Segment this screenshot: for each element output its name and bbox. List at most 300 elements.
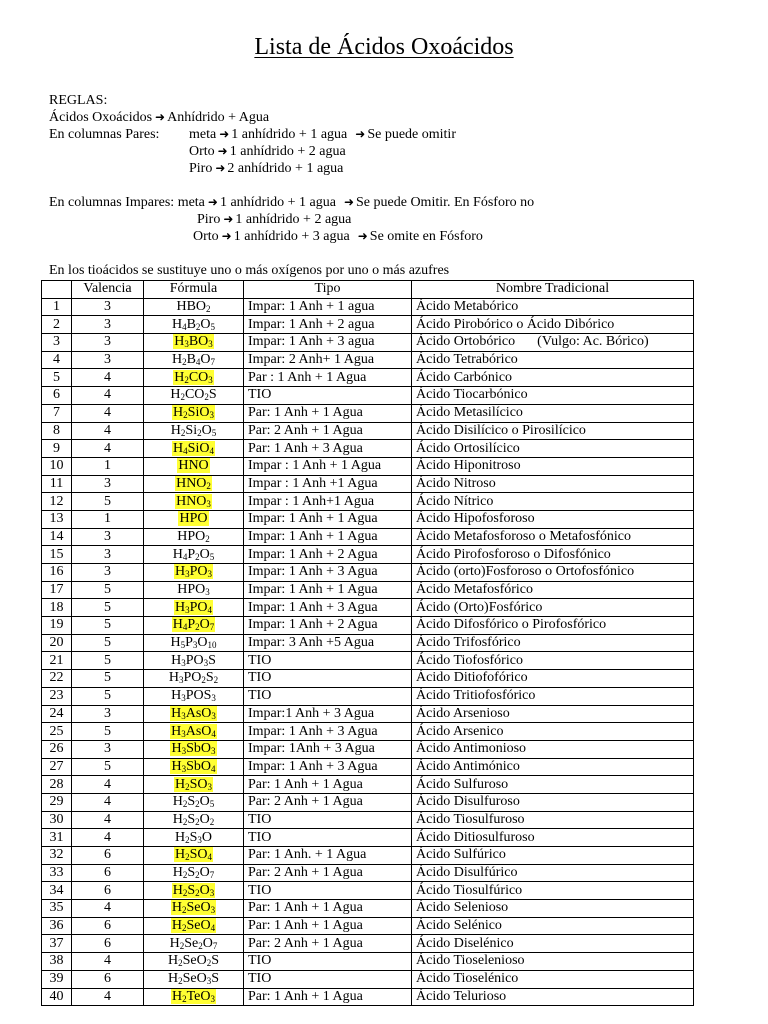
- table-row: [42, 546, 694, 564]
- row-nombre: [412, 793, 694, 811]
- row-tipo: TIO: [244, 970, 412, 988]
- row-valencia: 3: [72, 475, 144, 493]
- row-valencia: 1: [72, 510, 144, 528]
- row-valencia: 3: [72, 705, 144, 723]
- acid-name: Ácido Ditiofofórico: [416, 670, 528, 686]
- row-tipo: Impar: 1 Anh + 1 Agua: [244, 581, 412, 599]
- formula: $H_3PO_3$: [174, 564, 213, 580]
- row-index: 34: [42, 882, 72, 900]
- row-index: 10: [42, 457, 72, 475]
- row-formula: [144, 475, 244, 493]
- formula: $H_5P_3O_{10}$: [170, 635, 217, 651]
- arrow-right-icon: ➜: [221, 229, 232, 243]
- row-nombre: [412, 599, 694, 617]
- formula: $H_2SO_4$: [174, 847, 213, 863]
- row-index: 36: [42, 917, 72, 935]
- row-formula: [144, 829, 244, 847]
- page-title: Lista de Ácidos Oxoácidos: [254, 34, 514, 60]
- row-nombre: [412, 723, 694, 741]
- formula: $HNO_3$: [176, 493, 211, 509]
- row-index: 31: [42, 829, 72, 847]
- table-row: [42, 864, 694, 882]
- formula: $H_2SeO_2S$: [167, 953, 220, 969]
- table-row: [42, 564, 694, 582]
- row-nombre: [412, 564, 694, 582]
- table-row: [42, 599, 694, 617]
- table-row: [42, 882, 694, 900]
- row-nombre: [412, 670, 694, 688]
- table-row: [42, 316, 694, 334]
- formula: $H_3PO_2S_2$: [168, 670, 219, 686]
- row-nombre: [412, 687, 694, 705]
- formula: $H_4B_2O_5$: [171, 316, 216, 332]
- row-tipo: Par: 1 Anh + 1 Agua: [244, 404, 412, 422]
- row-index: 9: [42, 440, 72, 458]
- row-index: 32: [42, 847, 72, 865]
- row-tipo: TIO: [244, 387, 412, 405]
- acid-name: Ácido Sulfuroso: [416, 776, 509, 792]
- row-valencia: 4: [72, 953, 144, 971]
- row-nombre: [412, 864, 694, 882]
- row-tipo: Impar: 1 Anh + 1 Agua: [244, 528, 412, 546]
- arrow-right-icon: ➜: [207, 195, 218, 209]
- row-formula: [144, 740, 244, 758]
- row-valencia: 5: [72, 652, 144, 670]
- row-index: 26: [42, 740, 72, 758]
- row-index: 8: [42, 422, 72, 440]
- formula: $H_4P_2O_5$: [172, 546, 215, 562]
- formula: $H_4P_2O_7$: [172, 617, 215, 633]
- formula: $H_2Si_2O_5$: [170, 422, 217, 438]
- row-nombre: [412, 988, 694, 1006]
- row-valencia: 6: [72, 847, 144, 865]
- acid-name: Ácido Pirobórico o Ácido Dibórico: [416, 316, 615, 332]
- formula: $H_2SO_3$: [174, 776, 213, 792]
- acid-name: Ácido Antimonioso: [416, 741, 527, 757]
- acid-name: Ácido Tetrabórico: [416, 352, 518, 368]
- row-formula: [144, 953, 244, 971]
- acids-table: [41, 280, 694, 1006]
- acid-name: Ácido Nítrico: [416, 493, 494, 509]
- rule-impares-orto: Orto ➜ 1 anhídrido + 3 agua ➜ Se omite en Fósforo: [193, 229, 483, 244]
- row-nombre: [412, 528, 694, 546]
- acid-name: Ácido Metafosfórico: [416, 582, 534, 598]
- arrow-right-icon: ➜: [155, 110, 166, 124]
- formula: HPO: [179, 511, 208, 527]
- table-row: [42, 298, 694, 316]
- formula: $H_3AsO_4$: [171, 723, 216, 739]
- arrow-right-icon: ➜: [355, 127, 366, 141]
- acid-name: Ácido Metasilícico: [416, 405, 523, 421]
- row-formula: [144, 776, 244, 794]
- row-formula: [144, 298, 244, 316]
- row-index: 12: [42, 493, 72, 511]
- row-tipo: Par: 1 Anh + 3 Agua: [244, 440, 412, 458]
- row-formula: [144, 687, 244, 705]
- row-nombre: [412, 829, 694, 847]
- row-valencia: 5: [72, 687, 144, 705]
- arrow-right-icon: ➜: [223, 212, 234, 226]
- row-tipo: Impar : 1 Anh +1 Agua: [244, 475, 412, 493]
- table-row: [42, 970, 694, 988]
- row-tipo: TIO: [244, 670, 412, 688]
- arrow-right-icon: ➜: [219, 127, 230, 141]
- acid-name: Ácido Carbónico: [416, 369, 513, 385]
- row-nombre: [412, 917, 694, 935]
- row-formula: [144, 510, 244, 528]
- row-nombre: [412, 652, 694, 670]
- row-formula: [144, 988, 244, 1006]
- row-index: 16: [42, 564, 72, 582]
- row-tipo: Impar: 1 Anh + 2 Agua: [244, 546, 412, 564]
- row-index: 22: [42, 670, 72, 688]
- acid-name: Ácido Tioselénico: [416, 971, 519, 987]
- formula: $HBO_2$: [176, 299, 211, 315]
- row-valencia: 6: [72, 970, 144, 988]
- table-row: [42, 847, 694, 865]
- row-nombre: [412, 776, 694, 794]
- table-row: [42, 617, 694, 635]
- formula: $H_2S_2O_3$: [172, 882, 215, 898]
- table-row: [42, 634, 694, 652]
- table-row: [42, 740, 694, 758]
- row-formula: [144, 564, 244, 582]
- table-row: [42, 670, 694, 688]
- row-index: 30: [42, 811, 72, 829]
- row-formula: [144, 900, 244, 918]
- row-nombre: [412, 404, 694, 422]
- row-tipo: Par: 1 Anh + 1 Agua: [244, 900, 412, 918]
- row-tipo: Par: 2 Anh + 1 Agua: [244, 935, 412, 953]
- table-row: [42, 387, 694, 405]
- row-tipo: Par : 1 Anh + 1 Agua: [244, 369, 412, 387]
- rules-heading: REGLAS:: [49, 93, 108, 108]
- row-valencia: 4: [72, 422, 144, 440]
- row-formula: [144, 935, 244, 953]
- acid-name: Ácido Hipofosforoso: [416, 511, 535, 527]
- row-valencia: 4: [72, 900, 144, 918]
- row-index: 37: [42, 935, 72, 953]
- formula: $HPO_2$: [177, 528, 210, 544]
- row-index: 3: [42, 334, 72, 352]
- acid-name: Ácido Ortosilícico: [416, 440, 520, 456]
- row-valencia: 6: [72, 864, 144, 882]
- row-tipo: TIO: [244, 882, 412, 900]
- row-tipo: Impar: 1 Anh + 2 agua: [244, 316, 412, 334]
- row-valencia: 3: [72, 298, 144, 316]
- row-valencia: 4: [72, 369, 144, 387]
- formula: $H_2SiO_3$: [173, 405, 214, 421]
- acid-name: Ácido Metabórico: [416, 299, 519, 315]
- row-index: 5: [42, 369, 72, 387]
- row-tipo: TIO: [244, 687, 412, 705]
- arrow-right-icon: ➜: [215, 161, 226, 175]
- row-index: 38: [42, 953, 72, 971]
- row-formula: [144, 404, 244, 422]
- acid-name: Ácido Metafosforoso o Metafosfónico: [416, 528, 632, 544]
- acid-name: Ácido Telurioso: [416, 988, 507, 1004]
- row-tipo: Impar: 1 Anh + 3 agua: [244, 334, 412, 352]
- formula: $H_4SiO_4$: [173, 440, 214, 456]
- table-row: [42, 457, 694, 475]
- row-nombre: [412, 334, 694, 352]
- row-valencia: 5: [72, 670, 144, 688]
- row-formula: [144, 882, 244, 900]
- row-formula: [144, 528, 244, 546]
- acid-name: Ácido Trifosfórico: [416, 635, 521, 651]
- table-row: [42, 493, 694, 511]
- row-formula: [144, 634, 244, 652]
- row-nombre: [412, 493, 694, 511]
- row-tipo: Par: 2 Anh + 1 Agua: [244, 422, 412, 440]
- table-row: [42, 440, 694, 458]
- table-row: [42, 988, 694, 1006]
- acid-name: Ácido Difosfórico o Pirofosfórico: [416, 617, 607, 633]
- acid-name: Ácido Nitroso: [416, 475, 496, 491]
- arrow-right-icon: ➜: [343, 195, 355, 209]
- row-tipo: Par: 2 Anh + 1 Agua: [244, 864, 412, 882]
- table-row: [42, 652, 694, 670]
- row-nombre: [412, 882, 694, 900]
- row-tipo: Impar: 1 Anh + 1 Agua: [244, 510, 412, 528]
- row-formula: [144, 440, 244, 458]
- row-nombre: [412, 298, 694, 316]
- row-index: 28: [42, 776, 72, 794]
- row-valencia: 4: [72, 440, 144, 458]
- row-nombre: [412, 935, 694, 953]
- row-formula: [144, 864, 244, 882]
- acid-name: Ácido Tiofosfórico: [416, 652, 523, 668]
- row-formula: [144, 847, 244, 865]
- formula: $H_3AsO_3$: [171, 705, 216, 721]
- acid-name: Ácido Hiponitroso: [416, 458, 521, 474]
- acid-name: Ácido Ortobórico: [416, 334, 516, 350]
- row-valencia: 3: [72, 316, 144, 334]
- row-valencia: 4: [72, 988, 144, 1006]
- row-index: 21: [42, 652, 72, 670]
- acid-name: Ácido Antimónico: [416, 758, 520, 774]
- row-valencia: 6: [72, 935, 144, 953]
- arrow-right-icon: ➜: [357, 229, 368, 243]
- row-nombre: [412, 581, 694, 599]
- acid-name: Ácido Tiosulfúrico: [416, 882, 523, 898]
- row-index: 40: [42, 988, 72, 1006]
- row-formula: [144, 652, 244, 670]
- table-row: [42, 581, 694, 599]
- tio-note: En los tioácidos se sustituye uno o más oxígenos por uno o más azufres: [49, 263, 450, 278]
- row-valencia: 4: [72, 776, 144, 794]
- formula: $H_2S_2O_7$: [172, 865, 215, 881]
- table-row: [42, 705, 694, 723]
- row-valencia: 4: [72, 811, 144, 829]
- row-nombre: [412, 440, 694, 458]
- row-nombre: [412, 970, 694, 988]
- table-row: [42, 935, 694, 953]
- table-row: [42, 422, 694, 440]
- row-tipo: Impar: 1 Anh + 3 Agua: [244, 758, 412, 776]
- row-valencia: 5: [72, 493, 144, 511]
- rule-pares-orto: Orto ➜ 1 anhídrido + 2 agua: [189, 144, 346, 159]
- formula: $H_2SeO_3S$: [167, 971, 220, 987]
- row-formula: [144, 917, 244, 935]
- row-formula: [144, 422, 244, 440]
- row-index: 13: [42, 510, 72, 528]
- row-formula: [144, 493, 244, 511]
- row-valencia: 3: [72, 564, 144, 582]
- row-valencia: 6: [72, 917, 144, 935]
- row-valencia: 4: [72, 404, 144, 422]
- acid-name: Ácido Tiosulfuroso: [416, 811, 525, 827]
- row-formula: [144, 811, 244, 829]
- row-valencia: 4: [72, 829, 144, 847]
- acid-name: Ácido Disulfúrico: [416, 865, 518, 881]
- rule-impares-meta: En columnas Impares: meta ➜ 1 anhídrido + 1 agua ➜ Se puede Omitir. En Fósforo no: [49, 195, 535, 210]
- formula: $H_3BO_3$: [174, 334, 213, 350]
- acid-name: Ácido (Orto)Fosfórico: [416, 599, 543, 615]
- row-valencia: 5: [72, 599, 144, 617]
- row-index: 6: [42, 387, 72, 405]
- row-index: 23: [42, 687, 72, 705]
- row-nombre: [412, 316, 694, 334]
- acid-name: Ácido Sulfúrico: [416, 847, 506, 863]
- formula: $H_2CO_2S$: [170, 387, 217, 403]
- table-row: [42, 404, 694, 422]
- table-row: [42, 369, 694, 387]
- acid-name: Ácido Pirofosforoso o Difosfónico: [416, 546, 611, 562]
- formula: $H_2SeO_4$: [171, 918, 216, 934]
- row-tipo: TIO: [244, 953, 412, 971]
- table-row: [42, 758, 694, 776]
- row-tipo: Impar : 1 Anh+1 Agua: [244, 493, 412, 511]
- formula: $H_2S_3O$: [174, 829, 213, 845]
- arrow-right-icon: ➜: [217, 144, 228, 158]
- row-valencia: 5: [72, 723, 144, 741]
- acid-name: Ácido Tiocarbónico: [416, 387, 528, 403]
- row-index: 27: [42, 758, 72, 776]
- row-nombre: [412, 422, 694, 440]
- row-index: 29: [42, 793, 72, 811]
- row-valencia: 3: [72, 740, 144, 758]
- acid-name: Ácido Diselénico: [416, 935, 514, 951]
- row-tipo: Par: 1 Anh + 1 Agua: [244, 917, 412, 935]
- formula: $H_2SeO_3$: [171, 900, 216, 916]
- acid-name: Ácido Disulfuroso: [416, 794, 520, 810]
- row-tipo: TIO: [244, 652, 412, 670]
- acid-name: Ácido Tritiofosfórico: [416, 688, 536, 704]
- row-index: 33: [42, 864, 72, 882]
- table-row: [42, 475, 694, 493]
- row-nombre: [412, 740, 694, 758]
- row-valencia: 5: [72, 634, 144, 652]
- table-row: [42, 528, 694, 546]
- row-index: 2: [42, 316, 72, 334]
- row-nombre: [412, 617, 694, 635]
- row-index: 20: [42, 634, 72, 652]
- row-index: 24: [42, 705, 72, 723]
- row-valencia: 5: [72, 581, 144, 599]
- row-index: 11: [42, 475, 72, 493]
- row-nombre: [412, 758, 694, 776]
- acid-name: Ácido Tioselenioso: [416, 953, 525, 969]
- formula: $H_2TeO_3$: [171, 988, 216, 1004]
- row-valencia: 4: [72, 793, 144, 811]
- row-tipo: Impar: 1 Anh + 3 Agua: [244, 723, 412, 741]
- row-valencia: 5: [72, 758, 144, 776]
- rule-pares-piro: Piro ➜ 2 anhídrido + 1 agua: [189, 161, 344, 176]
- row-tipo: Impar: 1 Anh + 2 Agua: [244, 617, 412, 635]
- row-index: 19: [42, 617, 72, 635]
- acid-name: Ácido (orto)Fosforoso o Ortofosfónico: [416, 564, 635, 580]
- row-tipo: Impar : 1 Anh + 1 Agua: [244, 457, 412, 475]
- table-row: [42, 917, 694, 935]
- acid-name: Ácido Disilícico o Pirosilícico: [416, 422, 586, 438]
- row-nombre: [412, 811, 694, 829]
- row-nombre: [412, 510, 694, 528]
- table-row: [42, 510, 694, 528]
- row-valencia: 6: [72, 882, 144, 900]
- acid-name: Ácido Selenioso: [416, 900, 509, 916]
- table-row: [42, 351, 694, 369]
- table-row: [42, 334, 694, 352]
- acid-name: Ácido Arsenico: [416, 723, 504, 739]
- row-index: 4: [42, 351, 72, 369]
- row-formula: [144, 599, 244, 617]
- formula: $H_3PO_4$: [174, 599, 213, 615]
- formula: $H_2CO_3$: [174, 369, 213, 385]
- formula: $H_3PO_3S$: [171, 652, 216, 668]
- row-tipo: Par: 1 Anh. + 1 Agua: [244, 847, 412, 865]
- formula: $H_3SbO_3$: [171, 741, 216, 757]
- table-row: [42, 953, 694, 971]
- formula: $H_2B_4O_7$: [171, 352, 216, 368]
- row-formula: [144, 334, 244, 352]
- table-row: [42, 776, 694, 794]
- row-index: 15: [42, 546, 72, 564]
- header-index: [42, 281, 72, 299]
- row-index: 25: [42, 723, 72, 741]
- row-valencia: 3: [72, 546, 144, 564]
- row-formula: [144, 546, 244, 564]
- row-nombre: [412, 705, 694, 723]
- row-index: 1: [42, 298, 72, 316]
- acid-name: Ácido Selénico: [416, 918, 502, 934]
- table-header-row: [42, 281, 694, 299]
- row-index: 17: [42, 581, 72, 599]
- row-index: 14: [42, 528, 72, 546]
- row-nombre: [412, 953, 694, 971]
- row-nombre: [412, 546, 694, 564]
- row-nombre: [412, 351, 694, 369]
- table-row: [42, 723, 694, 741]
- formula: $H_3POS_3$: [171, 688, 216, 704]
- row-formula: [144, 793, 244, 811]
- row-formula: [144, 617, 244, 635]
- row-formula: [144, 705, 244, 723]
- row-nombre: [412, 369, 694, 387]
- formula: $H_2S_2O_2$: [172, 811, 215, 827]
- table-row: [42, 793, 694, 811]
- row-formula: [144, 723, 244, 741]
- row-tipo: TIO: [244, 811, 412, 829]
- row-nombre: [412, 387, 694, 405]
- row-nombre: [412, 457, 694, 475]
- formula: HNO: [178, 458, 209, 474]
- row-nombre: [412, 847, 694, 865]
- formula: $H_2S_2O_5$: [172, 794, 215, 810]
- header-tipo: Tipo: [244, 281, 412, 299]
- row-valencia: 3: [72, 334, 144, 352]
- row-index: 7: [42, 404, 72, 422]
